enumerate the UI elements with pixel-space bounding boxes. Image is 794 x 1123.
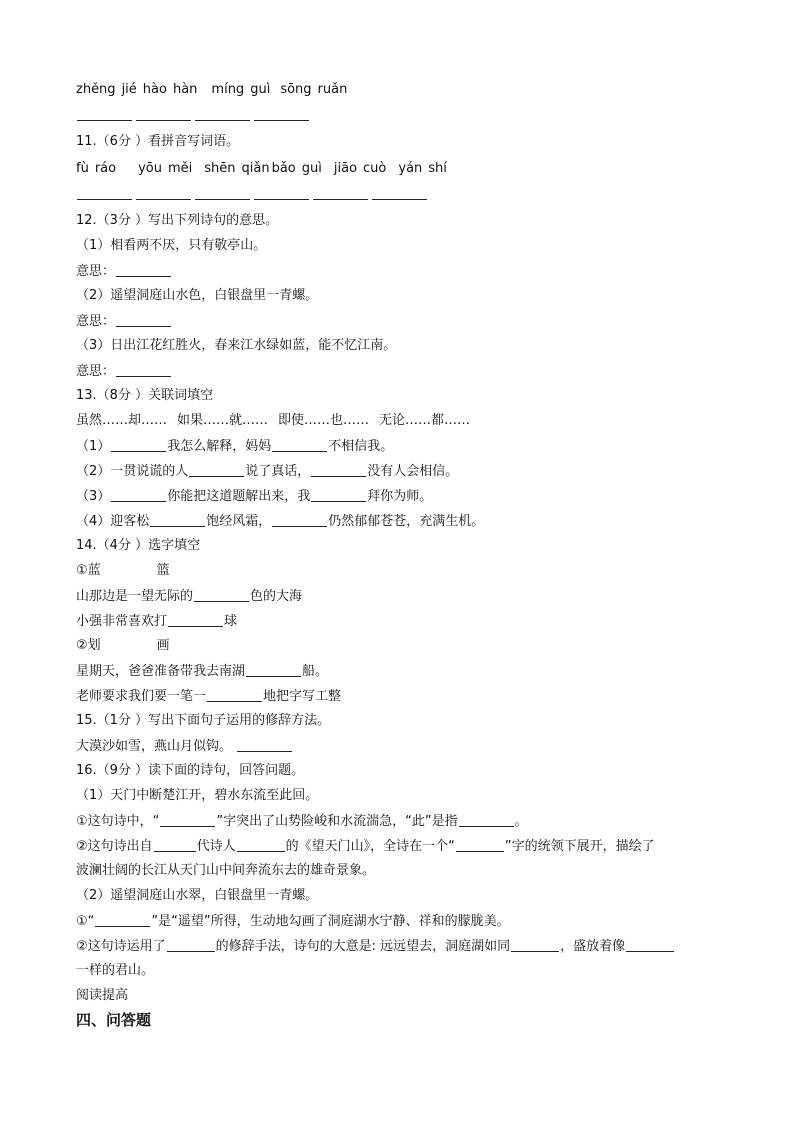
sentence-text: 球 — [224, 614, 238, 629]
q14-group-1-options — [76, 562, 170, 580]
answer-blank[interactable] — [160, 812, 215, 827]
answer-blank[interactable] — [95, 912, 150, 927]
sentence-text: 代诗人 — [196, 839, 236, 854]
q12-meaning-2 — [76, 312, 172, 331]
answer-blank[interactable] — [194, 587, 249, 602]
pinyin: yán — [398, 161, 423, 176]
pinyin: yōu — [138, 161, 162, 176]
sentence-text: ”字突出了山势险峻和水流湍急，“此”是指 — [216, 814, 458, 829]
answer-blank[interactable] — [254, 185, 309, 200]
char-option: ②划 — [76, 638, 101, 653]
pinyin: zhěng — [76, 82, 116, 97]
sentence-text: 色的大海 — [250, 589, 303, 604]
answer-blank[interactable] — [237, 737, 292, 752]
conjunction-option: 即使……也…… — [278, 413, 370, 428]
answer-blank[interactable] — [313, 185, 368, 200]
answer-blank[interactable] — [136, 106, 191, 121]
char-option: 画 — [156, 638, 170, 653]
q11-answer-blanks — [76, 185, 430, 204]
sentence-text: （1） — [76, 439, 111, 454]
answer-blank[interactable] — [116, 262, 171, 277]
sentence-text: ①“ — [76, 914, 95, 929]
q16-p2-question-2-cont: 一样的君山。 — [76, 963, 155, 978]
q12-item-1: （1）相看两不厌，只有敬亭山。 — [76, 238, 267, 253]
q12-title: 12.（3分 ）写出下列诗句的意思。 — [76, 213, 279, 228]
q14-g2-sentence-1 — [76, 662, 328, 681]
answer-blank[interactable] — [626, 937, 674, 952]
q13-sentence-3 — [76, 487, 432, 506]
q14-g1-sentence-1 — [76, 587, 302, 606]
sentence-text: 船。 — [302, 664, 329, 679]
pinyin: ruǎn — [317, 82, 348, 97]
conjunction-option: 无论……都…… — [379, 413, 471, 428]
answer-blank[interactable] — [311, 487, 366, 502]
q13-options — [76, 412, 470, 430]
q13-title: 13.（8分 ）关联词填空 — [76, 388, 214, 403]
pinyin: jié — [121, 82, 137, 97]
answer-blank[interactable] — [111, 437, 166, 452]
pinyin: míng — [211, 82, 245, 97]
q16-poem-1: （1）天门中断楚江开，碧水东流至此回。 — [76, 788, 319, 803]
answer-blank[interactable] — [207, 687, 262, 702]
answer-blank[interactable] — [116, 312, 171, 327]
pinyin: qiǎn — [241, 161, 270, 176]
pinyin: bǎo — [271, 161, 296, 176]
pinyin: ráo — [94, 161, 117, 176]
sentence-text: 。 — [514, 814, 528, 829]
answer-blank[interactable] — [459, 812, 514, 827]
sentence-text: 不相信我。 — [328, 439, 394, 454]
pinyin: cuò — [363, 161, 387, 176]
sentence-text: ，盛放着像 — [560, 939, 626, 954]
answer-blank[interactable] — [136, 185, 191, 200]
answer-blank[interactable] — [311, 462, 366, 477]
answer-blank[interactable] — [195, 185, 250, 200]
sentence-text: 星期天，爸爸准备带我去南湖 — [76, 664, 246, 679]
answer-blank[interactable] — [154, 837, 196, 852]
pinyin: sōng — [280, 82, 312, 97]
pinyin: hàn — [172, 82, 198, 97]
sentence-text: 仍然郁郁苍苍，充满生机。 — [328, 514, 485, 529]
q14-title: 14.（4分 ）选字填空 — [76, 538, 201, 553]
meaning-label: 意思： — [76, 314, 116, 329]
q13-sentence-4 — [76, 512, 484, 531]
answer-blank[interactable] — [168, 612, 223, 627]
reading-section-label: 阅读提高 — [76, 988, 129, 1003]
answer-blank[interactable] — [272, 512, 327, 527]
section-heading: 四、问答题 — [76, 1011, 152, 1029]
q10-pinyin-row — [76, 81, 353, 99]
q14-g2-sentence-2 — [76, 687, 341, 706]
sentence-text: 我怎么解释，妈妈 — [167, 439, 272, 454]
meaning-label: 意思： — [76, 364, 116, 379]
q11-title: 11.（6分 ）看拼音写词语。 — [76, 134, 240, 149]
sentence-text: 的修辞手法，诗句的大意是: 远远望去，洞庭湖如同 — [215, 939, 511, 954]
char-option: ①蓝 — [76, 563, 101, 578]
answer-blank[interactable] — [111, 487, 166, 502]
sentence-text: （4）迎客松 — [76, 514, 150, 529]
answer-blank[interactable] — [511, 937, 559, 952]
sentence-text: 没有人会相信。 — [367, 464, 459, 479]
q14-group-2-options — [76, 637, 170, 655]
pinyin: guì — [301, 161, 322, 176]
q14-g1-sentence-2 — [76, 612, 237, 631]
q11-pinyin-row — [76, 160, 453, 178]
answer-blank[interactable] — [195, 106, 250, 121]
q16-title: 16.（9分 ）读下面的诗句，回答问题。 — [76, 763, 305, 778]
pinyin: měi — [167, 161, 193, 176]
sentence-text: 饱经风霜， — [206, 514, 272, 529]
sentence-text: ②这句诗运用了 — [76, 939, 166, 954]
q12-item-3: （3）日出江花红胜火，春来江水绿如蓝，能不忆江南。 — [76, 338, 397, 353]
meaning-label: 意思： — [76, 264, 116, 279]
q16-poem-2: （2）遥望洞庭山水翠，白银盘里一青螺。 — [76, 888, 319, 903]
q13-sentence-1 — [76, 437, 393, 456]
conjunction-option: 如果……就…… — [177, 413, 269, 428]
sentence-text: 的《望天门山》，全诗在一个“ — [285, 839, 455, 854]
pinyin: shí — [428, 161, 447, 176]
sentence-text: 小强非常喜欢打 — [76, 614, 168, 629]
sentence-text: 拜你为师。 — [367, 489, 433, 504]
q10-answer-blanks — [76, 106, 312, 125]
sentence-text: ”是“遥望”所得，生动地勾画了洞庭湖水宁静、祥和的朦胧美。 — [151, 914, 510, 929]
answer-blank[interactable] — [150, 512, 205, 527]
answer-blank[interactable] — [237, 837, 285, 852]
sentence-text: 你能把这道题解出来，我 — [167, 489, 311, 504]
answer-blank[interactable] — [189, 462, 244, 477]
q15-sentence — [76, 737, 293, 756]
pinyin: shēn — [204, 161, 236, 176]
char-option: 篮 — [156, 563, 170, 578]
sentence-text: 大漠沙如雪，燕山月似钩。 — [76, 739, 233, 754]
q16-p1-question-1 — [76, 812, 528, 831]
q12-item-2: （2）遥望洞庭山水色，白银盘里一青螺。 — [76, 288, 319, 303]
q13-sentence-2 — [76, 462, 458, 481]
q16-p1-question-2 — [76, 837, 655, 856]
pinyin: fù — [76, 161, 89, 176]
sentence-text: ①这句诗中，“ — [76, 814, 160, 829]
answer-blank[interactable] — [167, 937, 215, 952]
answer-blank[interactable] — [254, 106, 309, 121]
q12-meaning-3 — [76, 362, 172, 381]
q12-meaning-1 — [76, 262, 172, 281]
answer-blank[interactable] — [372, 185, 427, 200]
pinyin: jiāo — [333, 161, 358, 176]
sentence-text: ②这句诗出自 — [76, 839, 153, 854]
sentence-text: 山那边是一望无际的 — [76, 589, 194, 604]
pinyin: hào — [142, 82, 167, 97]
answer-blank[interactable] — [77, 185, 132, 200]
q15-title: 15.（1分 ）写出下面句子运用的修辞方法。 — [76, 713, 331, 728]
conjunction-option: 虽然……却…… — [76, 413, 168, 428]
answer-blank[interactable] — [272, 437, 327, 452]
pinyin: guì — [250, 82, 271, 97]
sentence-text: ”字的统领下展开，描绘了 — [504, 839, 655, 854]
answer-blank[interactable] — [77, 106, 132, 121]
q16-p1-question-2-cont: 波澜壮阔的长江从天门山中间奔流东去的雄奇景象。 — [76, 863, 376, 878]
q16-p2-question-1 — [76, 912, 510, 931]
sentence-text: 老师要求我们要一笔一 — [76, 689, 207, 704]
q16-p2-question-2 — [76, 937, 675, 956]
answer-blank[interactable] — [116, 362, 171, 377]
answer-blank[interactable] — [246, 662, 301, 677]
sentence-text: 地把字写工整 — [263, 689, 342, 704]
sentence-text: （3） — [76, 489, 111, 504]
sentence-text: 说了真话， — [245, 464, 311, 479]
sentence-text: （2）一贯说谎的人 — [76, 464, 189, 479]
answer-blank[interactable] — [456, 837, 504, 852]
